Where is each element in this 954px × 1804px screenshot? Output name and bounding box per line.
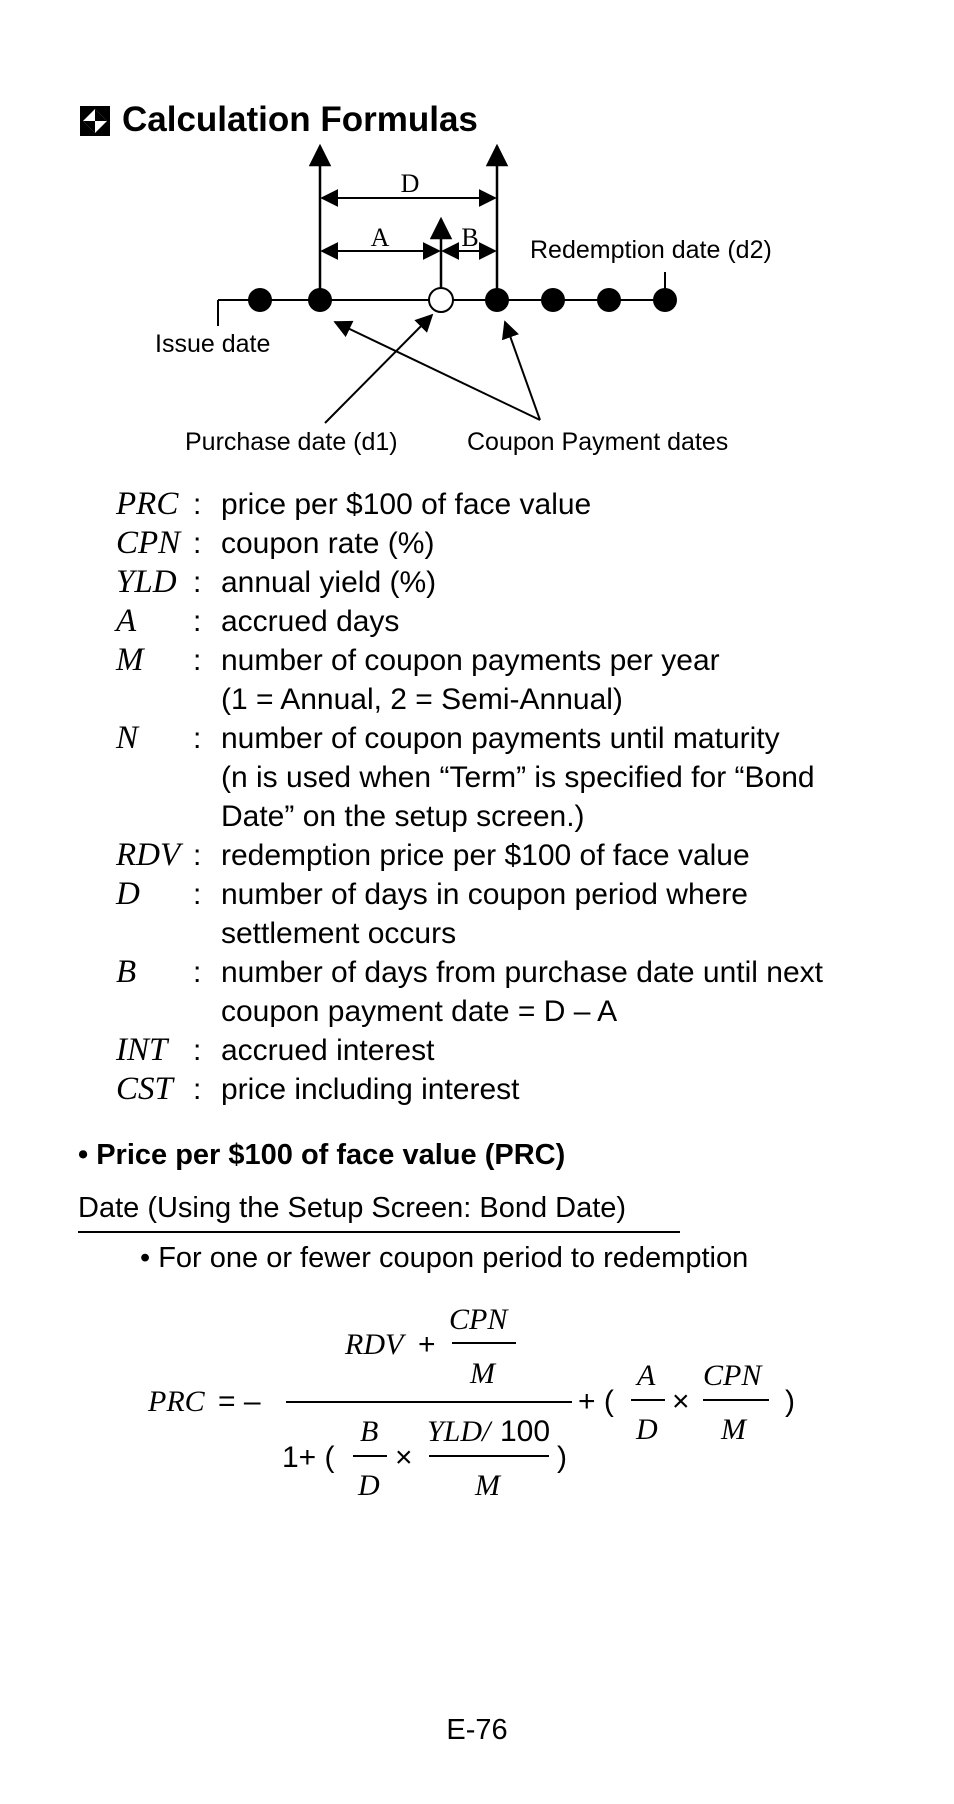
variable-colon: : <box>193 878 202 911</box>
variable-colon: : <box>193 1073 202 1106</box>
coupon-dot <box>485 288 509 312</box>
variable-colon: : <box>193 839 202 872</box>
formula-close1: ) <box>557 1441 567 1474</box>
variable-description <box>221 875 896 953</box>
variable-colon: : <box>193 566 202 599</box>
variable-colon: : <box>193 488 202 521</box>
formula-equals: = – <box>218 1385 261 1418</box>
variable-symbol: B <box>116 954 137 990</box>
d-label: D <box>400 169 420 198</box>
bullet-condition: • For one or fewer coupon period to redemption <box>140 1242 749 1274</box>
description-line: coupon rate (%) <box>221 527 435 560</box>
section-title: Calculation Formulas <box>122 100 478 139</box>
description-line: number of days in coupon period where <box>221 878 748 911</box>
variable-description <box>221 602 896 641</box>
variable-row <box>116 485 896 524</box>
variable-row <box>116 719 896 836</box>
coupon-dot <box>597 288 621 312</box>
description-line: price per $100 of face value <box>221 488 592 521</box>
date-heading-underline <box>78 1231 680 1233</box>
description-line: accrued days <box>221 605 400 638</box>
description-line: Date” on the setup screen.) <box>221 800 585 833</box>
formula-m: M <box>470 1357 495 1390</box>
variable-row <box>116 836 896 875</box>
coupon-dot <box>308 288 332 312</box>
formula-one-plus: 1+ ( <box>282 1441 335 1474</box>
variable-colon: : <box>193 605 202 638</box>
variable-symbol: CST <box>116 1071 173 1107</box>
prc-formula <box>0 1280 954 1520</box>
a-label: A <box>370 223 390 252</box>
formula-times2: × <box>672 1385 690 1418</box>
b-label: B <box>461 223 479 252</box>
purchase-pointer <box>325 315 432 423</box>
formula-yld: YLD/ <box>427 1415 491 1448</box>
variable-row <box>116 563 896 602</box>
description-line: coupon payment date = D – A <box>221 995 618 1028</box>
variable-description <box>221 719 896 836</box>
formula-plus-open: + ( <box>578 1385 614 1418</box>
description-line: accrued interest <box>221 1034 435 1067</box>
variable-colon: : <box>193 722 202 755</box>
issue-date-label: Issue date <box>155 330 271 358</box>
variable-colon: : <box>193 956 202 989</box>
page-number: E-76 <box>446 1714 508 1746</box>
formula-b: B <box>360 1415 379 1448</box>
variable-row <box>116 602 896 641</box>
formula-rdv: RDV <box>345 1328 404 1361</box>
coupon-payment-label: Coupon Payment dates <box>467 428 729 456</box>
formula-cpn: CPN <box>449 1303 508 1336</box>
variable-description <box>221 953 896 1031</box>
purchase-date-dot <box>429 288 453 312</box>
purchase-date-label: Purchase date (d1) <box>185 428 398 456</box>
formula-a: A <box>637 1359 656 1392</box>
description-line: redemption price per $100 of face value <box>221 839 750 872</box>
variable-symbol: RDV <box>116 837 181 873</box>
redemption-date-label: Redemption date (d2) <box>530 236 772 264</box>
formula-d: D <box>358 1469 380 1502</box>
coupon-dot <box>248 288 272 312</box>
description-line: number of days from purchase date until next <box>221 956 823 989</box>
variable-description <box>221 524 896 563</box>
variable-description <box>221 641 896 719</box>
description-line: settlement occurs <box>221 917 457 950</box>
formula-d2: D <box>636 1413 658 1446</box>
variable-description <box>221 1070 896 1109</box>
formula-lhs: PRC <box>148 1385 205 1418</box>
variable-symbol: CPN <box>116 525 181 561</box>
variable-description <box>221 485 896 524</box>
variable-symbol: D <box>116 876 140 912</box>
description-line: number of coupon payments per year <box>221 644 720 677</box>
variable-colon: : <box>193 527 202 560</box>
price-heading: • Price per $100 of face value (PRC) <box>78 1139 566 1171</box>
variable-symbol: A <box>116 603 137 639</box>
variable-row <box>116 953 896 1031</box>
variable-colon: : <box>193 1034 202 1067</box>
description-line: price including interest <box>221 1073 520 1106</box>
formula-hundred: 100 <box>500 1415 551 1448</box>
variable-row <box>116 1070 896 1109</box>
variable-symbol: N <box>116 720 139 756</box>
formula-m3: M <box>721 1413 746 1446</box>
variable-symbol: PRC <box>116 486 179 522</box>
variable-symbol: INT <box>116 1032 168 1068</box>
formula-plus: + <box>418 1328 436 1361</box>
coupon-dot <box>541 288 565 312</box>
variable-row <box>116 524 896 563</box>
variable-symbol: YLD <box>116 564 177 600</box>
variable-description <box>221 836 896 875</box>
description-line: number of coupon payments until maturity <box>221 722 780 755</box>
formula-times: × <box>395 1441 413 1474</box>
variable-description <box>221 563 896 602</box>
variable-row <box>116 875 896 953</box>
date-heading: Date (Using the Setup Screen: Bond Date) <box>78 1192 627 1224</box>
bond-timeline-diagram <box>0 0 954 470</box>
variable-symbol: M <box>116 642 144 678</box>
formula-cpn2: CPN <box>703 1359 762 1392</box>
variable-row <box>116 1031 896 1070</box>
description-line: annual yield (%) <box>221 566 437 599</box>
formula-m2: M <box>475 1469 500 1502</box>
variable-description <box>221 1031 896 1070</box>
description-line: (1 = Annual, 2 = Semi-Annual) <box>221 683 623 716</box>
formula-close2: ) <box>785 1385 795 1418</box>
variable-row <box>116 641 896 719</box>
variable-colon: : <box>193 644 202 677</box>
variable-definitions <box>116 485 896 1109</box>
coupon-dot <box>653 288 677 312</box>
description-line: (n is used when “Term” is specified for “Bond <box>221 761 815 794</box>
